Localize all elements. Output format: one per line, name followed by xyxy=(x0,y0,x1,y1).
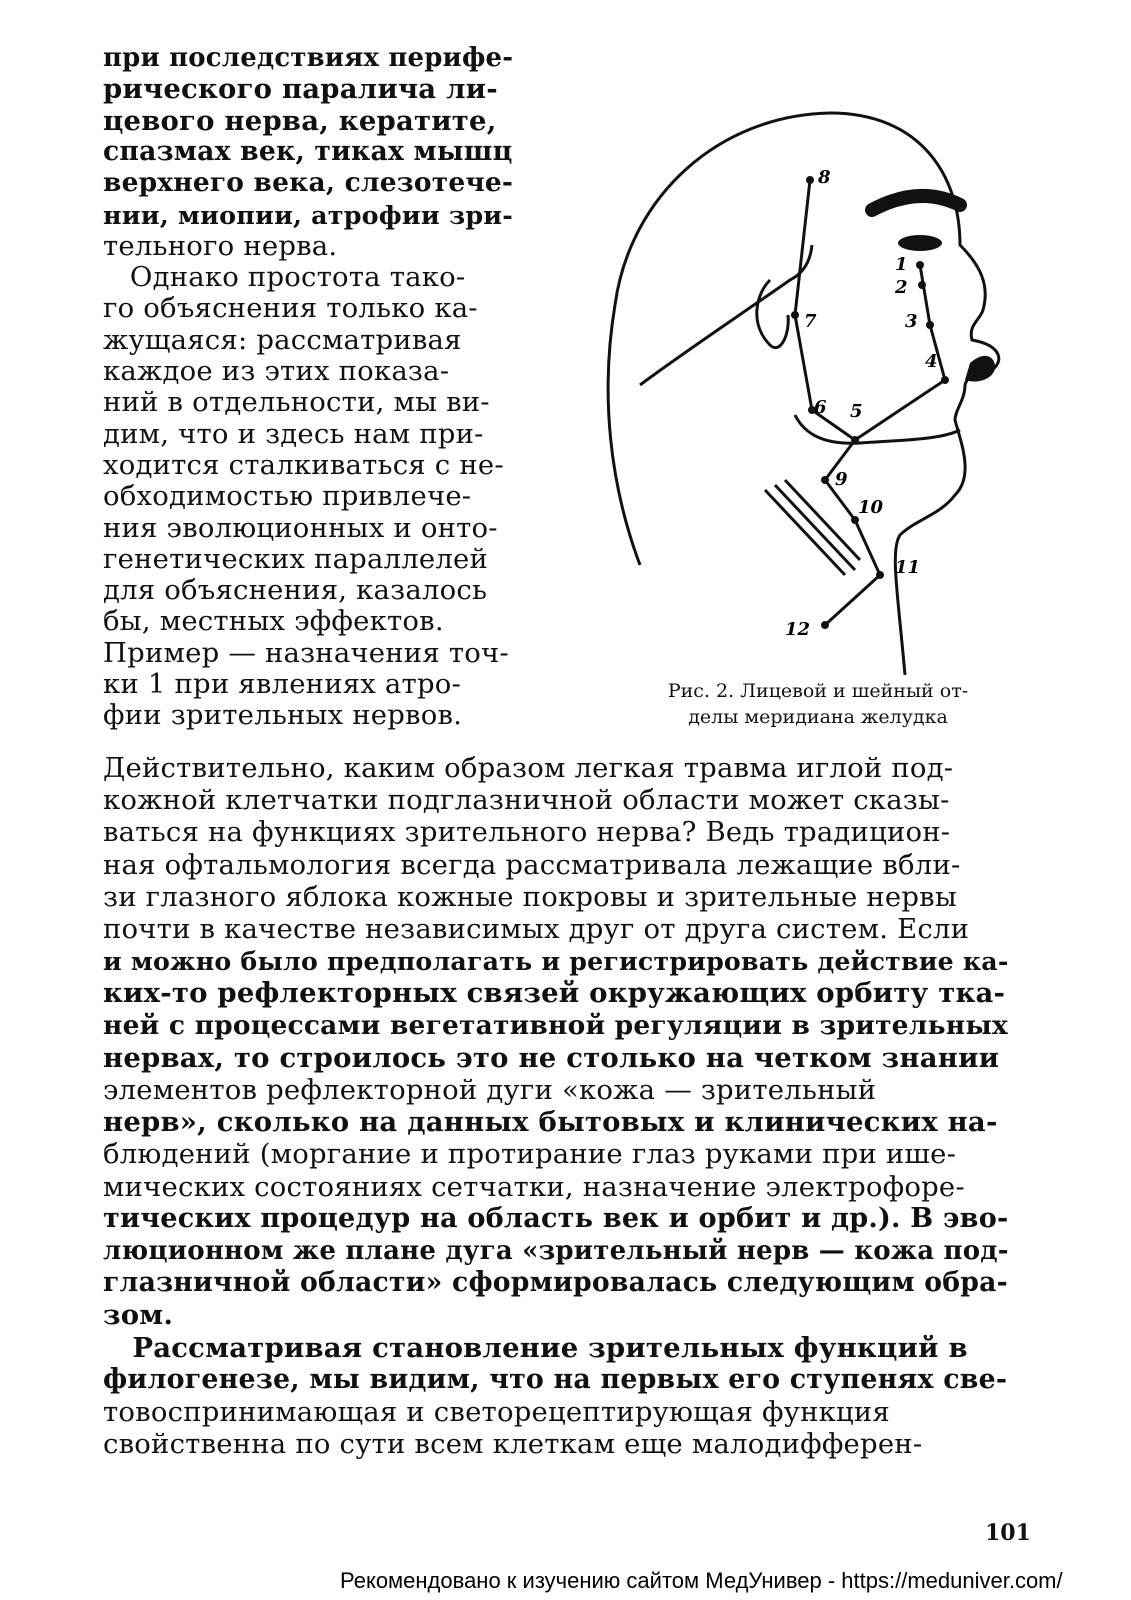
text-line: ний в отдельности, мы ви- xyxy=(103,386,490,419)
text-line: люционном же плане дуга «зрительный нерв — кожа под- xyxy=(103,1236,1009,1266)
figure-caption-line-1: Рис. 2. Лицевой и шейный от- xyxy=(667,680,969,702)
text-line: нерв», сколько на данных бытовых и клинических на- xyxy=(103,1106,998,1139)
text-line: Пример — назначения точ- xyxy=(103,636,509,669)
footer-recommendation[interactable]: Рекомендовано к изучению сайтом МедУнивер - https://meduniver.com/ xyxy=(340,1568,1063,1593)
point-label-10: 10 xyxy=(858,497,884,518)
text-line: ки 1 при явлениях атро- xyxy=(103,668,461,700)
text-line: бы, местных эффектов. xyxy=(103,605,444,638)
text-line: блюдений (моргание и протирание глаз руками при ише- xyxy=(103,1138,957,1171)
text-line: глазничной области» сформировалась следующим обра- xyxy=(103,1267,1008,1299)
text-line: товоспринимающая и светорецептирующая функция xyxy=(103,1396,890,1428)
point-label-5: 5 xyxy=(850,401,863,422)
figure-caption-line-2: делы меридиана желудка xyxy=(688,706,948,728)
point-12 xyxy=(821,621,829,629)
text-line: Рассматривая становление зрительных функций в xyxy=(103,1331,968,1364)
text-line: ваться на функциях зрительного нерва? Ведь традицион- xyxy=(103,816,951,849)
point-9 xyxy=(821,476,829,484)
point-8 xyxy=(806,176,814,184)
jaw-line xyxy=(640,245,812,385)
text-line: и можно было предполагать и регистрировать действие ка- xyxy=(103,946,1009,977)
text-line: рического паралича ли- xyxy=(103,73,498,106)
point-label-12: 12 xyxy=(785,619,811,640)
text-line: при последствиях перифе- xyxy=(103,43,514,73)
eyebrow xyxy=(872,196,960,210)
point-label-4: 4 xyxy=(925,351,938,372)
text-line: фии зрительных нервов. xyxy=(103,699,463,732)
text-line: тельного нерва. xyxy=(103,229,338,262)
point-label-2: 2 xyxy=(895,277,908,298)
eye xyxy=(898,235,942,251)
text-line: ная офтальмология всегда рассматривала лежащие вбли- xyxy=(103,848,961,881)
point-3 xyxy=(926,321,934,329)
text-line: элементов рефлекторной дуги «кожа — зрительный xyxy=(103,1074,877,1106)
point-4 xyxy=(941,376,949,384)
text-line: генетических параллелей xyxy=(103,542,489,575)
text-line: зи глазного яблока кожные покровы и зрительные нервы xyxy=(103,880,957,913)
page-number: 101 xyxy=(985,1520,1031,1546)
text-line: нервах, то строилось это не столько на четком знании xyxy=(103,1041,1000,1074)
point-label-1: 1 xyxy=(895,254,908,275)
point-label-11: 11 xyxy=(895,557,921,578)
text-line: свойственна по сути всем клеткам еще малодифферен- xyxy=(103,1428,923,1461)
text-line: почти в качестве независимых друг от друга систем. Если xyxy=(103,913,970,945)
point-label-6: 6 xyxy=(814,397,827,418)
lips xyxy=(965,356,995,382)
text-line: обходимостью привлече- xyxy=(103,480,472,513)
text-line: верхнего века, слезотече- xyxy=(103,167,514,199)
text-line: для объяснения, казалось xyxy=(103,574,488,607)
text-line: дим, что и здесь нам при- xyxy=(103,417,484,450)
jaw-bottom xyxy=(795,415,960,443)
text-line: ких-то рефлекторных связей окружающих орбиту тка- xyxy=(103,977,1006,1010)
text-line: ней с процессами вегетативной регуляции в зрительных xyxy=(103,1009,1009,1041)
point-5 xyxy=(851,436,859,444)
point-11 xyxy=(876,571,884,579)
point-label-7: 7 xyxy=(804,311,817,332)
point-label-8: 8 xyxy=(818,167,831,188)
text-line: Действительно, каким образом легкая травма иглой под- xyxy=(103,752,954,784)
point-label-3: 3 xyxy=(905,311,918,332)
text-line: спазмах век, тиках мышц xyxy=(103,135,513,167)
text-line: жущаяся: рассматривая xyxy=(103,323,462,356)
text-line: зом. xyxy=(103,1299,174,1332)
face-meridian-figure xyxy=(600,95,1050,675)
text-line: ходится сталкиваться с не- xyxy=(103,448,504,481)
text-line: ния эволюционных и онто- xyxy=(103,511,498,544)
text-line: цевого нерва, кератите, xyxy=(103,104,497,137)
text-line: каждое из этих показа- xyxy=(103,355,450,387)
point-1 xyxy=(916,261,924,269)
ear-outline xyxy=(757,280,788,348)
point-2 xyxy=(918,281,926,289)
text-line: нии, миопии, атрофии зри- xyxy=(103,199,514,230)
text-line: го объяснения только ка- xyxy=(103,292,478,325)
text-line: филогенезе, мы видим, что на первых его ступенях све- xyxy=(103,1363,1008,1395)
text-line: кожной клетчатки подглазничной области может сказы- xyxy=(103,784,950,817)
neck-lines xyxy=(765,480,860,575)
text-line: Однако простота тако- xyxy=(103,261,466,294)
point-7 xyxy=(791,311,799,319)
point-label-9: 9 xyxy=(835,469,848,490)
text-line: мических состояниях сетчатки, назначение электрофоре- xyxy=(103,1170,965,1203)
text-line: тических процедур на область век и орбит и др.). В эво- xyxy=(103,1202,1009,1234)
